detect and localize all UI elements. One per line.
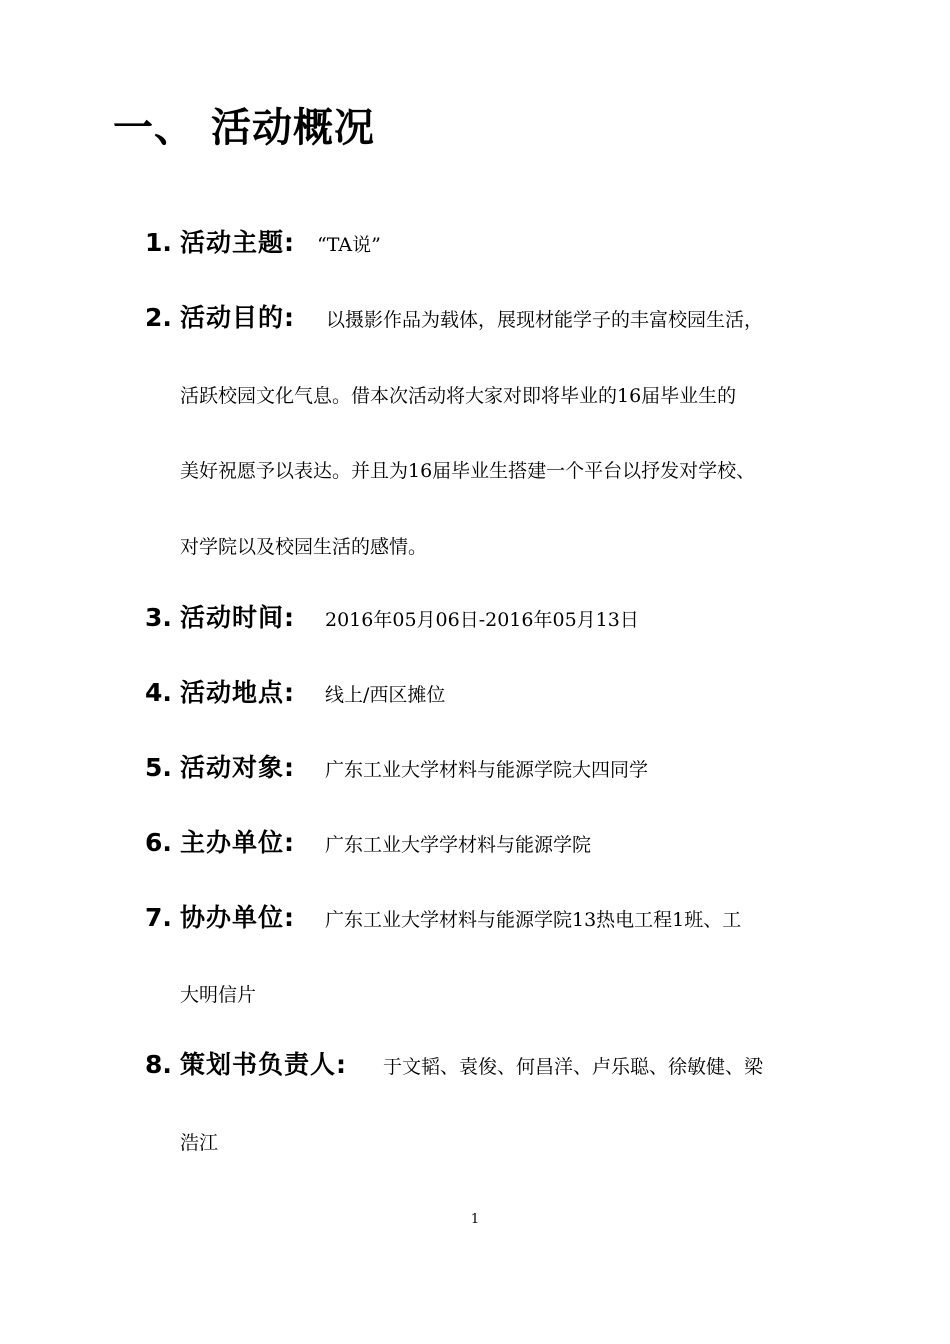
item-number: 5. (145, 753, 172, 782)
item-number: 8. (145, 1050, 172, 1079)
item-number: 4. (145, 678, 172, 707)
list-item (145, 898, 850, 938)
item-label: 活动目的: (180, 303, 295, 332)
item-label: 活动地点: (180, 678, 295, 707)
list-item (145, 748, 850, 788)
item-continuation: 对学院以及校园生活的感情。 (180, 536, 428, 558)
list-item (145, 598, 850, 638)
item-number: 7. (145, 903, 172, 932)
item-continuation: 大明信片 (180, 984, 257, 1006)
list-item (145, 673, 850, 713)
item-label: 活动对象: (180, 753, 295, 782)
page-number: 1 (470, 1212, 480, 1227)
item-value: 广东工业大学材料与能源学院大四同学 (325, 759, 649, 781)
item-label: 活动时间: (180, 603, 295, 632)
item-label: 主办单位: (180, 828, 295, 857)
list-item (145, 298, 850, 338)
item-value: “TA说” (317, 234, 381, 256)
item-continuation: 活跃校园文化气息。借本次活动将大家对即将毕业的16届毕业生的 (180, 385, 737, 407)
list-item (145, 223, 850, 263)
section-number: 一、 (113, 105, 195, 151)
item-value: 2016年05月06日-2016年05月13日 (325, 609, 639, 631)
item-continuation: 美好祝愿予以表达。并且为16届毕业生搭建一个平台以抒发对学校、 (180, 460, 756, 482)
section-title: 活动概况 (211, 105, 375, 151)
item-value: 广东工业大学学材料与能源学院 (325, 834, 592, 856)
list-item (145, 1045, 850, 1085)
item-value: 广东工业大学材料与能源学院13热电工程1班、工 (325, 909, 742, 931)
item-label: 活动主题: (180, 228, 295, 257)
item-value: 于文韬、袁俊、何昌洋、卢乐聪、徐敏健、梁 (383, 1056, 764, 1078)
item-number: 6. (145, 828, 172, 857)
list-item (145, 823, 850, 863)
item-value: 线上/西区摊位 (325, 684, 446, 706)
section-heading (113, 100, 375, 156)
item-number: 2. (145, 303, 172, 332)
item-label: 协办单位: (180, 903, 295, 932)
item-value: 以摄影作品为载体，展现材能学子的丰富校园生活， (326, 309, 764, 331)
item-label: 策划书负责人: (180, 1050, 347, 1079)
item-number: 1. (145, 228, 172, 257)
item-number: 3. (145, 603, 172, 632)
item-continuation: 浩江 (180, 1132, 219, 1154)
